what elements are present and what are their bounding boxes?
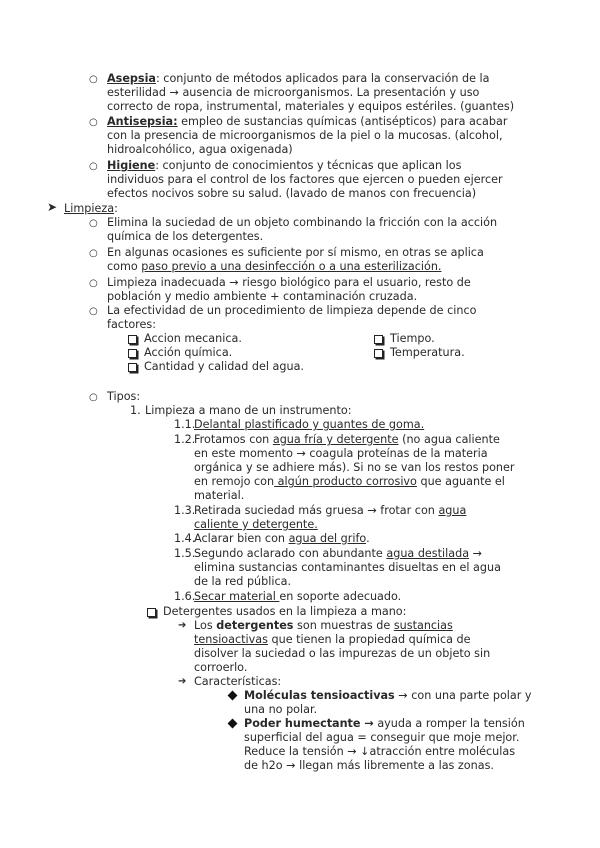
caracteristica-2-line-3: Reduce la tensión → ↓atracción entre moléculas: [244, 745, 516, 758]
factor-item: Temperatura.: [390, 346, 465, 359]
step-number: 1.6.: [174, 590, 196, 603]
limpieza-p4-line-1: La efectividad de un procedimiento de limpieza depende de cinco: [107, 304, 477, 317]
checkbox-icon: [374, 335, 383, 344]
detergentes-heading: Detergentes usados en la limpieza a mano:: [163, 605, 407, 618]
diamond-bullet-icon: [228, 719, 238, 729]
limpieza-p4-line-2: factores:: [107, 318, 157, 331]
step-1-6: Secar material en soporte adecuado.: [194, 590, 402, 603]
step-number: 1.3.: [174, 504, 196, 517]
caracteristica-1-line-2: una no polar.: [244, 703, 318, 716]
checkbox-icon: [128, 363, 137, 372]
factor-item: Tiempo.: [390, 332, 435, 345]
asepsia-term: Asepsia: [107, 72, 156, 85]
factor-item: Accion mecanica.: [144, 332, 242, 345]
tipos-label: Tipos:: [107, 390, 141, 403]
caracteristica-2-line-2: superficial del agua = conseguir que moje mejor.: [244, 731, 520, 744]
limpieza-heading: Limpieza:: [64, 202, 118, 215]
asepsia-line-1: Asepsia: conjunto de métodos aplicados para la conservación de la: [107, 72, 490, 85]
step-1-5-line-1: Segundo aclarado con abundante agua destilada →: [194, 547, 482, 560]
step-number: 1.2.: [174, 433, 196, 446]
caracteristica-1-line-1: Moléculas tensioactivas → con una parte polar y: [244, 689, 532, 702]
diamond-bullet-icon: [228, 691, 238, 701]
antisepsia-line-1: Antisepsia: empleo de sustancias químicas (antisépticos) para acabar: [107, 115, 508, 128]
antisepsia-term: Antisepsia:: [107, 115, 178, 128]
step-number: 1.1.: [174, 418, 196, 431]
checkbox-icon: [128, 335, 137, 344]
caracteristicas-label: Características:: [194, 675, 282, 688]
limpieza-p3-line-1: Limpieza inadecuada → riesgo biológico para el usuario, resto de: [107, 276, 471, 289]
caracteristica-2-line-1: Poder humectante → ayuda a romper la tensión: [244, 717, 525, 730]
circle-bullet-icon: ○: [89, 278, 98, 289]
limpieza-p1-line-1: Elimina la suciedad de un objeto combinando la fricción con la acción: [107, 216, 498, 229]
antisepsia-line-2: con la presencia de microorganismos de la piel o la mucosas. (alcohol,: [107, 129, 503, 142]
checkbox-icon: [147, 608, 156, 617]
circle-bullet-icon: ○: [89, 161, 98, 172]
detergentes-line-1: Los detergentes son muestras de sustancias: [194, 619, 453, 632]
checkbox-icon: [374, 349, 383, 358]
limpieza-p3-line-2: población y medio ambiente + contaminación cruzada.: [107, 290, 418, 303]
step-1-3-line-2: caliente y detergente.: [194, 518, 318, 531]
arrow-bullet-icon: ➤: [47, 200, 58, 214]
step-1-3-line-1: Retirada suciedad más gruesa → frotar con agua: [194, 504, 467, 517]
circle-bullet-icon: ○: [89, 218, 98, 229]
asepsia-line-3: correcto de ropa, instrumental, materiales y equipos estériles. (guantes): [107, 100, 515, 113]
factor-item: Acción química.: [144, 346, 233, 359]
factor-item: Cantidad y calidad del agua.: [144, 360, 304, 373]
list-number: 1.: [130, 404, 141, 417]
arrow-bullet-icon: ➔: [178, 676, 187, 687]
arrow-bullet-icon: ➔: [178, 620, 187, 631]
detergentes-line-4: corroerlo.: [194, 661, 248, 674]
circle-bullet-icon: ○: [89, 117, 98, 128]
asepsia-line-2: esterilidad → ausencia de microorganismos. La presentación y uso: [107, 86, 480, 99]
detergentes-line-2: tensioactivas que tienen la propiedad química de: [194, 633, 471, 646]
step-1-2-line-2: en este momento → coagula proteínas de la materia: [194, 447, 488, 460]
circle-bullet-icon: ○: [89, 74, 98, 85]
step-1-2-line-5: material.: [194, 489, 245, 502]
detergentes-line-3: disolver la suciedad o las impurezas de un objeto sin: [194, 647, 491, 660]
step-number: 1.5.: [174, 547, 196, 560]
limpieza-p2-line-2: como paso previo a una desinfección o a una esterilización.: [107, 260, 442, 273]
step-1-5-line-2: elimina sustancias contaminantes disueltas en el agua: [194, 561, 501, 574]
checkbox-icon: [128, 349, 137, 358]
limpieza-p1-line-2: química de los detergentes.: [107, 230, 264, 243]
higiene-line-2: individuos para el control de los factores que ejercen o pueden ejercer: [107, 173, 503, 186]
step-1-4: Aclarar bien con agua del grifo.: [194, 532, 370, 545]
step-number: 1.4.: [174, 532, 196, 545]
step-1-2-line-4: en remojo con algún producto corrosivo que aguante el: [194, 475, 505, 488]
circle-bullet-icon: ○: [89, 306, 98, 317]
circle-bullet-icon: ○: [89, 248, 98, 259]
higiene-line-1: Higiene: conjunto de conocimientos y técnicas que aplican los: [107, 159, 462, 172]
limpieza-mano-title: Limpieza a mano de un instrumento:: [145, 404, 352, 417]
step-1-5-line-3: de la red pública.: [194, 575, 292, 588]
higiene-line-3: efectos nocivos sobre su salud. (lavado de manos con frecuencia): [107, 187, 477, 200]
circle-bullet-icon: ○: [89, 392, 98, 403]
step-1-2-line-3: orgánica y se adhiere más). Si no se van los restos poner: [194, 461, 515, 474]
higiene-term: Higiene: [107, 159, 156, 172]
antisepsia-line-3: hidroalcohólico, agua oxigenada): [107, 143, 293, 156]
limpieza-p2-line-1: En algunas ocasiones es suficiente por sí mismo, en otras se aplica: [107, 246, 484, 259]
caracteristica-2-line-4: de h2o → llegan más libremente a las zonas.: [244, 759, 494, 772]
step-1-2-line-1: Frotamos con agua fría y detergente (no agua caliente: [194, 433, 500, 446]
step-1-1: Delantal plastificado y guantes de goma.: [194, 418, 425, 431]
